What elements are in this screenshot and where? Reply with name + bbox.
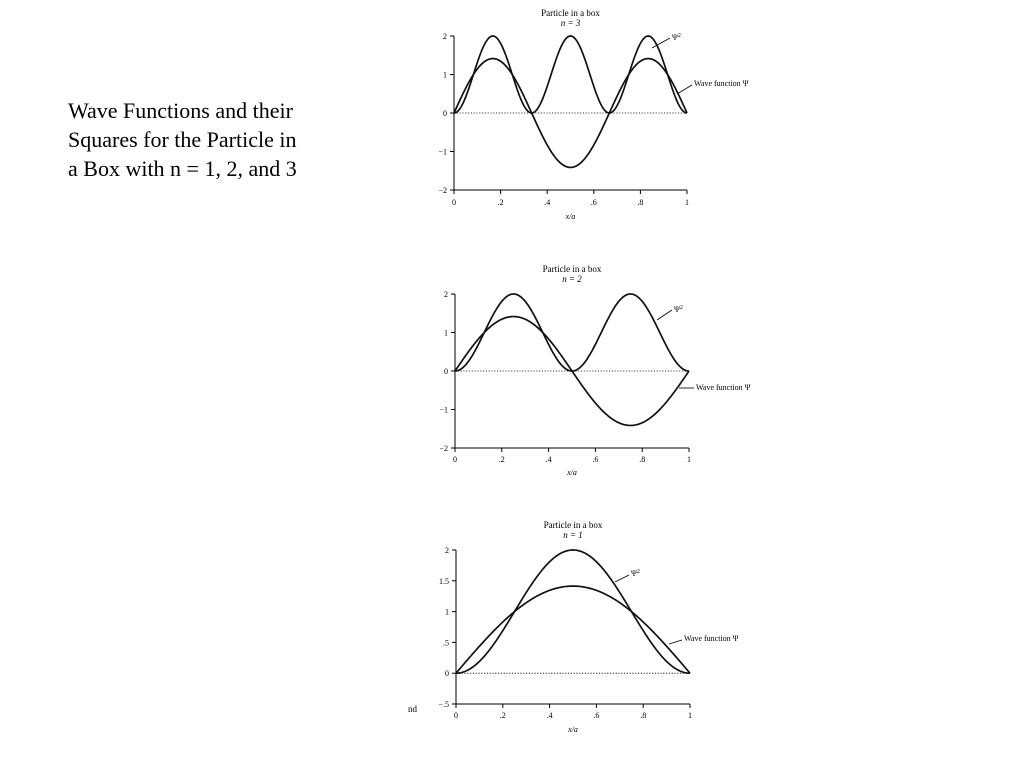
wave-function-label: Wave function Ψ bbox=[696, 383, 751, 392]
y-tick-label: −1 bbox=[438, 147, 447, 157]
psi-squared-curve bbox=[456, 550, 690, 673]
chart-n3 bbox=[404, 4, 784, 234]
x-tick-label: 0 bbox=[453, 455, 457, 464]
y-tick-label: 1.5 bbox=[439, 576, 449, 586]
x-tick-label: 1 bbox=[685, 198, 689, 207]
wave-function-leader bbox=[677, 85, 692, 94]
psi-squared-leader bbox=[615, 575, 629, 582]
y-tick-label: 1 bbox=[445, 607, 449, 617]
psi-squared-label-text: Ψ bbox=[672, 33, 678, 42]
psi-squared-label bbox=[672, 33, 681, 42]
x-axis-label: x/a bbox=[568, 725, 578, 734]
psi-squared-label-sup: 2 bbox=[679, 305, 683, 311]
caption-line-3: a Box with n = 1, 2, and 3 bbox=[68, 156, 297, 181]
psi-squared-label-text: Ψ bbox=[631, 569, 637, 578]
y-tick-label: 2 bbox=[443, 32, 447, 41]
y-tick-label: 2 bbox=[444, 290, 448, 299]
caption-line-1: Wave Functions and their bbox=[68, 98, 293, 123]
x-tick-label: 1 bbox=[687, 455, 691, 464]
y-tick-label: 2 bbox=[445, 546, 449, 555]
y-tick-label: −.5 bbox=[438, 700, 449, 709]
psi-squared-label-text: Ψ bbox=[674, 305, 680, 314]
x-tick-label: 1 bbox=[688, 711, 692, 720]
psi-squared-leader bbox=[652, 38, 670, 48]
x-tick-label: .6 bbox=[593, 711, 600, 720]
x-tick-label: 0 bbox=[454, 711, 458, 720]
psi-squared-label-sup: 2 bbox=[677, 33, 681, 39]
y-tick-label: 0 bbox=[443, 109, 447, 118]
wave-function-label: Wave function Ψ bbox=[694, 79, 749, 88]
psi-squared-label bbox=[674, 305, 683, 314]
x-tick-label: .2 bbox=[497, 198, 504, 207]
x-tick-label: .8 bbox=[640, 711, 647, 720]
wave-function-curve bbox=[454, 59, 687, 168]
chart-subtitle: n = 3 bbox=[560, 18, 581, 28]
y-tick-label: 0 bbox=[445, 669, 449, 679]
y-tick-label: 1 bbox=[443, 70, 447, 80]
x-axis-label: x/a bbox=[565, 212, 576, 221]
x-tick-label: .8 bbox=[637, 198, 644, 207]
chart-title: Particle in a box bbox=[542, 264, 602, 274]
psi-squared-label-sup: 2 bbox=[636, 569, 640, 575]
y-tick-label: −2 bbox=[439, 444, 448, 453]
psi-squared-leader bbox=[657, 310, 672, 320]
chart-subtitle: n = 2 bbox=[562, 274, 582, 284]
y-tick-label: −2 bbox=[438, 186, 447, 195]
y-tick-label: 0 bbox=[444, 367, 448, 376]
x-axis-label: x/a bbox=[567, 468, 577, 477]
x-tick-label: .4 bbox=[546, 711, 553, 720]
y-tick-label: −1 bbox=[439, 405, 448, 415]
footer-note: nd bbox=[408, 704, 417, 714]
y-tick-label: .5 bbox=[443, 638, 449, 648]
x-tick-label: .2 bbox=[499, 711, 506, 720]
wave-function-leader bbox=[669, 640, 682, 644]
slide-caption bbox=[68, 96, 358, 183]
chart-n2 bbox=[404, 262, 784, 484]
x-tick-label: .2 bbox=[498, 455, 505, 464]
psi-squared-label bbox=[631, 569, 640, 578]
x-tick-label: .4 bbox=[544, 198, 551, 207]
x-tick-label: 0 bbox=[452, 198, 456, 207]
chart-n1 bbox=[404, 516, 784, 742]
x-tick-label: .8 bbox=[639, 455, 646, 464]
x-tick-label: .4 bbox=[545, 455, 552, 464]
chart-subtitle: n = 1 bbox=[563, 530, 583, 540]
psi-squared-curve bbox=[455, 294, 689, 371]
chart-title: Particle in a box bbox=[541, 8, 600, 18]
x-tick-label: .6 bbox=[592, 455, 599, 464]
caption-line-2: Squares for the Particle in bbox=[68, 127, 297, 152]
wave-function-label: Wave function Ψ bbox=[684, 634, 739, 643]
chart-title: Particle in a box bbox=[543, 520, 603, 530]
x-tick-label: .6 bbox=[590, 198, 597, 207]
wave-function-curve bbox=[456, 586, 690, 673]
y-tick-label: 1 bbox=[444, 328, 448, 338]
